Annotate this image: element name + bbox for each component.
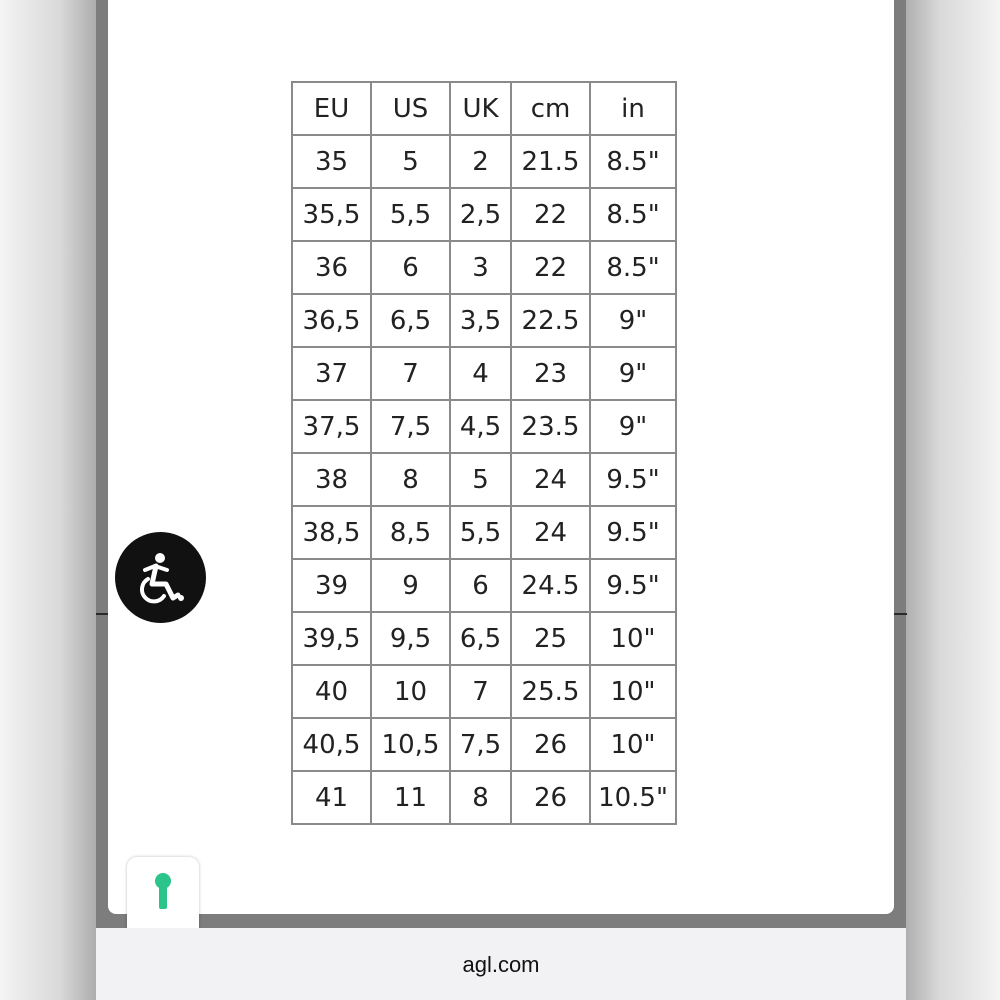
- lock-tab-button[interactable]: [127, 857, 199, 929]
- column-header-cm: cm: [511, 82, 590, 135]
- column-header-uk: UK: [450, 82, 511, 135]
- table-row: [292, 718, 676, 771]
- cell-cm: 22: [511, 188, 590, 241]
- cell-eu: 40: [292, 665, 371, 718]
- table-row: [292, 188, 676, 241]
- cell-cm: 24: [511, 506, 590, 559]
- cell-uk: 5,5: [450, 506, 511, 559]
- cell-in: 8.5": [590, 135, 676, 188]
- column-header-in: in: [590, 82, 676, 135]
- cell-uk: 4,5: [450, 400, 511, 453]
- cell-cm: 24: [511, 453, 590, 506]
- cell-cm: 22.5: [511, 294, 590, 347]
- cell-eu: 41: [292, 771, 371, 824]
- cell-uk: 2,5: [450, 188, 511, 241]
- cell-us: 9,5: [371, 612, 450, 665]
- cell-uk: 3: [450, 241, 511, 294]
- table-row: [292, 294, 676, 347]
- cell-eu: 37,5: [292, 400, 371, 453]
- cell-uk: 7,5: [450, 718, 511, 771]
- cell-eu: 37: [292, 347, 371, 400]
- table-row: [292, 771, 676, 824]
- cell-in: 9": [590, 347, 676, 400]
- cell-in: 8.5": [590, 241, 676, 294]
- cell-uk: 3,5: [450, 294, 511, 347]
- browser-bottom-bar: [96, 928, 906, 1000]
- cell-cm: 23: [511, 347, 590, 400]
- cell-eu: 40,5: [292, 718, 371, 771]
- cell-in: 9.5": [590, 453, 676, 506]
- cell-uk: 5: [450, 453, 511, 506]
- cell-us: 5,5: [371, 188, 450, 241]
- table-row: [292, 559, 676, 612]
- cell-cm: 22: [511, 241, 590, 294]
- cell-in: 10": [590, 718, 676, 771]
- table-row: [292, 612, 676, 665]
- cell-in: 8.5": [590, 188, 676, 241]
- size-chart-body: [292, 135, 676, 824]
- cell-cm: 23.5: [511, 400, 590, 453]
- address-bar-url[interactable]: agl.com: [462, 952, 540, 977]
- cell-uk: 4: [450, 347, 511, 400]
- cell-uk: 2: [450, 135, 511, 188]
- cell-in: 10.5": [590, 771, 676, 824]
- table-row: [292, 665, 676, 718]
- cell-cm: 26: [511, 718, 590, 771]
- cell-cm: 25.5: [511, 665, 590, 718]
- cell-in: 9.5": [590, 506, 676, 559]
- cell-in: 10": [590, 665, 676, 718]
- cell-us: 9: [371, 559, 450, 612]
- cell-us: 10,5: [371, 718, 450, 771]
- cell-in: 9.5": [590, 559, 676, 612]
- size-chart-table: [291, 81, 677, 825]
- table-row: [292, 453, 676, 506]
- accessibility-button[interactable]: [115, 532, 206, 623]
- cell-us: 8,5: [371, 506, 450, 559]
- cell-eu: 36: [292, 241, 371, 294]
- cell-us: 11: [371, 771, 450, 824]
- column-header-eu: EU: [292, 82, 371, 135]
- cell-us: 6,5: [371, 294, 450, 347]
- cell-us: 5: [371, 135, 450, 188]
- cell-cm: 21.5: [511, 135, 590, 188]
- cell-uk: 7: [450, 665, 511, 718]
- cell-us: 8: [371, 453, 450, 506]
- wheelchair-icon: [115, 532, 206, 623]
- cell-us: 7,5: [371, 400, 450, 453]
- cell-eu: 38: [292, 453, 371, 506]
- cell-us: 7: [371, 347, 450, 400]
- column-header-us: US: [371, 82, 450, 135]
- table-row: [292, 135, 676, 188]
- cell-eu: 35,5: [292, 188, 371, 241]
- cell-cm: 24.5: [511, 559, 590, 612]
- cell-us: 10: [371, 665, 450, 718]
- table-header-row: [292, 82, 676, 135]
- cell-eu: 39: [292, 559, 371, 612]
- keyhole-icon: [127, 857, 199, 929]
- table-row: [292, 506, 676, 559]
- table-row: [292, 400, 676, 453]
- backdrop-divider: [893, 613, 907, 615]
- cell-eu: 39,5: [292, 612, 371, 665]
- table-row: [292, 241, 676, 294]
- cell-in: 9": [590, 294, 676, 347]
- cell-us: 6: [371, 241, 450, 294]
- cell-eu: 36,5: [292, 294, 371, 347]
- size-chart-modal: [108, 0, 894, 914]
- cell-cm: 25: [511, 612, 590, 665]
- cell-eu: 35: [292, 135, 371, 188]
- cell-uk: 8: [450, 771, 511, 824]
- cell-eu: 38,5: [292, 506, 371, 559]
- cell-cm: 26: [511, 771, 590, 824]
- cell-uk: 6,5: [450, 612, 511, 665]
- cell-in: 9": [590, 400, 676, 453]
- table-row: [292, 347, 676, 400]
- cell-uk: 6: [450, 559, 511, 612]
- cell-in: 10": [590, 612, 676, 665]
